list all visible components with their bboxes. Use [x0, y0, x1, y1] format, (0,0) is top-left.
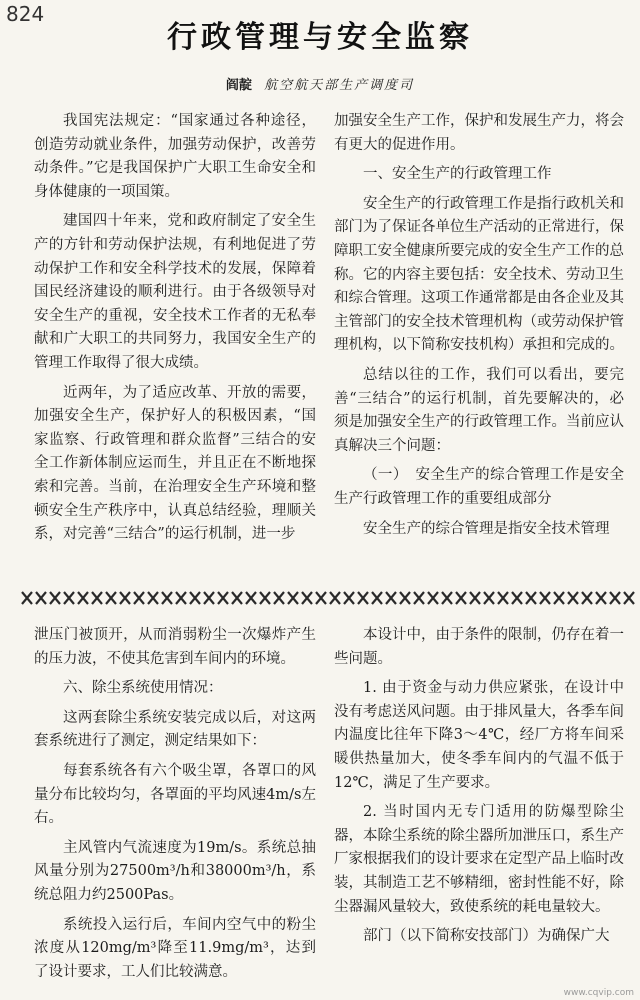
article-title: 行政管理与安全监察: [167, 20, 473, 55]
bottom-left-column: [34, 624, 316, 996]
byline: [0, 74, 640, 93]
paragraph: 总结以往的工作，我们可以看出，要完善“三结合”的运行机制，首先要解决的，必须是加强安全生产的行政管理工作。当前应认真解决三个问题：: [334, 366, 624, 454]
paragraph: 安全生产的行政管理工作是指行政机关和部门为了保证各单位生产活动的正常进行，保障职工安全健康所要完成的安全生产工作的总称。它的内容主要包括：安全技术、劳动卫生和综合管理。这项工作通常都是由各企业及其主管部门的安全技术管理机构（或劳动保护管理机构，以下简称安技机构）承担和完成的。: [334, 195, 624, 354]
page-mark: 824: [6, 2, 45, 26]
paragraph: 每套系统各有六个吸尘罩，各罩口的风量分布比较均匀，各罩面的平均风速4m/s左右。: [34, 762, 316, 827]
paragraph: 近两年，为了适应改革、开放的需要，加强安全生产，保护好人的积极因素，“国家监察、行政管理和群众监督”三结合的安全工作新体制应运而生，并且正在不断地探索和完善。当前，在治理安全生产环境和整顿安全生产秩序中，认真总结经验，理顺关系，对完善“三结合”的运行机制，进一步: [34, 384, 316, 543]
paragraph: 这两套除尘系统安装完成以后，对这两套系统进行了测定，测定结果如下：: [34, 709, 316, 750]
paragraph: 系统投入运行后，车间内空气中的粉尘浓度从120mg/m³降至11.9mg/m³，达到了设计要求，工人们比较满意。: [34, 916, 316, 980]
paragraph: （一） 安全生产的综合管理工作是安全生产行政管理工作的重要组成部分: [334, 467, 624, 507]
bottom-right-column: [334, 624, 624, 996]
author-affiliation: 航空航天部生产调度司: [264, 78, 415, 93]
paragraph: 六、除尘系统使用情况：: [63, 680, 223, 697]
paragraph: 1. 由于资金与动力供应紧张，在设计中没有考虑送风问题。由于排风量大，各季车间内温度比往年下降3～4℃，经厂方将车间采暖供热量加大，使冬季车间内的气温不低于12℃，满足了生产要求。: [334, 680, 624, 791]
paragraph: 本设计中，由于条件的限制，仍存在着一些问题。: [334, 627, 624, 667]
paragraph: 部门（以下简称安技部门）为确保广大: [363, 928, 610, 945]
top-right-column: [334, 110, 624, 586]
paragraph: 加强安全生产工作，保护和发展生产力，将会有更大的促进作用。: [334, 113, 624, 153]
source-watermark: www.cqvip.com: [563, 988, 634, 998]
paragraph: 2. 当时国内无专门适用的防爆型除尘器，本除尘系统的除尘器所加泄压口，系生产厂家根据我们的设计要求在定型产品上临时改装，其制造工艺不够精细，密封性能不好，除尘器漏风量较大，致使系统的耗电量较大。: [334, 804, 624, 915]
decorative-divider: [20, 589, 636, 607]
paragraph: 安全生产的综合管理是指安全技术管理: [363, 520, 610, 537]
paragraph: 建国四十年来，党和政府制定了安全生产的方针和劳动保护法规，有利地促进了劳动保护工作和安全科学技术的发展，保障着国民经济建设的顺利进行。由于各级领导对安全生产的重视，安全技术工作者的无私奉献和广大职工的共同努力，我国安全生产的管理工作取得了很大成绩。: [34, 213, 316, 371]
paragraph: 一、安全生产的行政管理工作: [363, 166, 552, 183]
author-name: 阎靛: [225, 78, 252, 93]
paragraph: 我国宪法规定：“国家通过各种途径，创造劳动就业条件，加强劳动保护，改善劳动条件。”它是我国保护广大职工生命安全和身体健康的一项国策。: [34, 113, 316, 200]
paragraph: 泄压门被顶开，从而消弱粉尘一次爆炸产生的压力波，不使其危害到车间内的环境。: [34, 627, 316, 667]
paragraph: 主风管内气流速度为19m/s。系统总抽风量分别为27500m³/h和38000m³/h，系统总阻力约2500Pas。: [34, 839, 316, 903]
top-left-column: [34, 110, 316, 586]
